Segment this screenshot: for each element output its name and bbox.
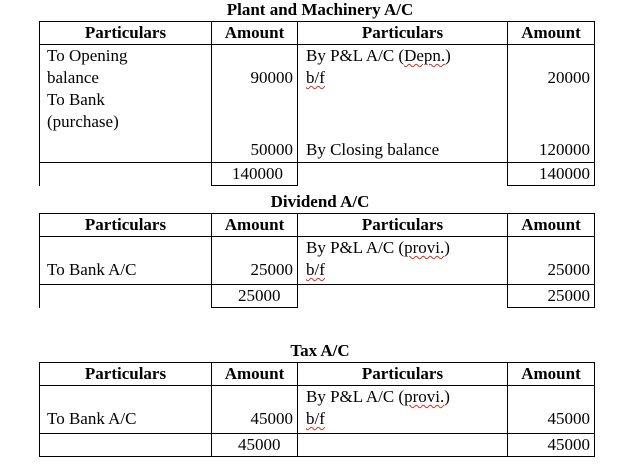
- plant-closing-amount: 120000: [539, 140, 590, 159]
- tax-pl-amount: 45000: [547, 409, 590, 428]
- plant-account-title: Plant and Machinery A/C: [226, 0, 414, 19]
- empty-cell: [40, 434, 212, 457]
- dividend-bank-label: To Bank A/C: [47, 260, 137, 279]
- header-amount-cr: Amount: [508, 22, 595, 45]
- plant-debit-amounts: [212, 45, 298, 163]
- dividend-pl-line1: [306, 237, 503, 259]
- tax-pl-close: ): [444, 387, 450, 406]
- dividend-total-debit: 25000: [212, 285, 298, 308]
- header-particulars-dr: Particulars: [40, 363, 212, 386]
- plant-pl-close: ): [445, 46, 451, 65]
- header-particulars-dr: Particulars: [40, 22, 212, 45]
- plant-closing-label: By Closing balance: [306, 140, 440, 159]
- header-amount-dr: Amount: [212, 363, 298, 386]
- plant-debit-particulars: [40, 45, 212, 163]
- dividend-pl-bf: b/f: [306, 260, 325, 279]
- dividend-pl-provi: provi.: [404, 238, 445, 257]
- empty-cell: [298, 434, 508, 457]
- dividend-pl-text: By P&L A/C (: [306, 238, 405, 257]
- plant-pl-bf: b/f: [306, 68, 325, 87]
- plant-credit-particulars: [298, 45, 508, 163]
- plant-pl-line1: [306, 45, 503, 67]
- tax-debit-particulars: [40, 386, 212, 434]
- plant-bank-line2: (purchase): [47, 112, 119, 131]
- plant-pl-amount: 20000: [547, 68, 590, 87]
- header-amount-dr: Amount: [212, 214, 298, 237]
- empty-cell: [40, 163, 212, 186]
- dividend-pl-close: ): [444, 238, 450, 257]
- tax-debit-amounts: [212, 386, 298, 434]
- plant-pl-text: By P&L A/C (: [306, 46, 405, 65]
- tax-pl-provi: provi.: [404, 387, 445, 406]
- plant-pl-depn: Depn.: [404, 46, 446, 65]
- table-header-row: [40, 22, 595, 45]
- tax-credit-amounts: [508, 386, 595, 434]
- plant-bank-line1: To Bank: [47, 90, 105, 109]
- dividend-debit-amounts: [212, 237, 298, 285]
- tax-bank-label: To Bank A/C: [47, 409, 137, 428]
- table-row-total: [40, 163, 595, 186]
- tax-pl-text: By P&L A/C (: [306, 387, 405, 406]
- dividend-account-title: Dividend A/C: [270, 192, 370, 211]
- tax-bank-amount: 45000: [250, 409, 293, 428]
- tax-credit-particulars: [298, 386, 508, 434]
- plant-credit-amounts: [508, 45, 595, 163]
- dividend-account-table: [39, 213, 595, 308]
- tax-pl-bf: b/f: [306, 409, 325, 428]
- table-row-total: [40, 434, 595, 457]
- table-row: [40, 237, 595, 285]
- table-row: [40, 386, 595, 434]
- header-amount-cr: Amount: [508, 363, 595, 386]
- dividend-credit-amounts: [508, 237, 595, 285]
- plant-total-debit: 140000: [212, 163, 298, 186]
- tax-account-title: Tax A/C: [290, 341, 350, 360]
- empty-cell: [298, 163, 508, 186]
- tax-account-table: [39, 362, 595, 457]
- plant-opening-line2: balance: [47, 68, 99, 87]
- header-particulars-cr: Particulars: [298, 363, 508, 386]
- dividend-debit-particulars: [40, 237, 212, 285]
- header-particulars-cr: Particulars: [298, 22, 508, 45]
- dividend-pl-amount: 25000: [547, 260, 590, 279]
- tax-total-credit: 45000: [508, 434, 595, 457]
- plant-total-credit: 140000: [508, 163, 595, 186]
- dividend-total-credit: 25000: [508, 285, 595, 308]
- header-particulars-dr: Particulars: [40, 214, 212, 237]
- dividend-bank-amount: 25000: [250, 260, 293, 279]
- header-amount-dr: Amount: [212, 22, 298, 45]
- table-header-row: [40, 214, 595, 237]
- header-particulars-cr: Particulars: [298, 214, 508, 237]
- plant-account-table: [39, 21, 595, 186]
- tax-total-debit: 45000: [212, 434, 298, 457]
- plant-opening-line1: To Opening: [47, 46, 128, 65]
- tax-pl-line1: [306, 386, 503, 408]
- empty-cell: [40, 285, 212, 308]
- empty-cell: [298, 285, 508, 308]
- table-row: [40, 45, 595, 163]
- plant-bank-amount: 50000: [250, 140, 293, 159]
- dividend-credit-particulars: [298, 237, 508, 285]
- table-header-row: [40, 363, 595, 386]
- plant-opening-amount: 90000: [250, 68, 293, 87]
- header-amount-cr: Amount: [508, 214, 595, 237]
- table-row-total: [40, 285, 595, 308]
